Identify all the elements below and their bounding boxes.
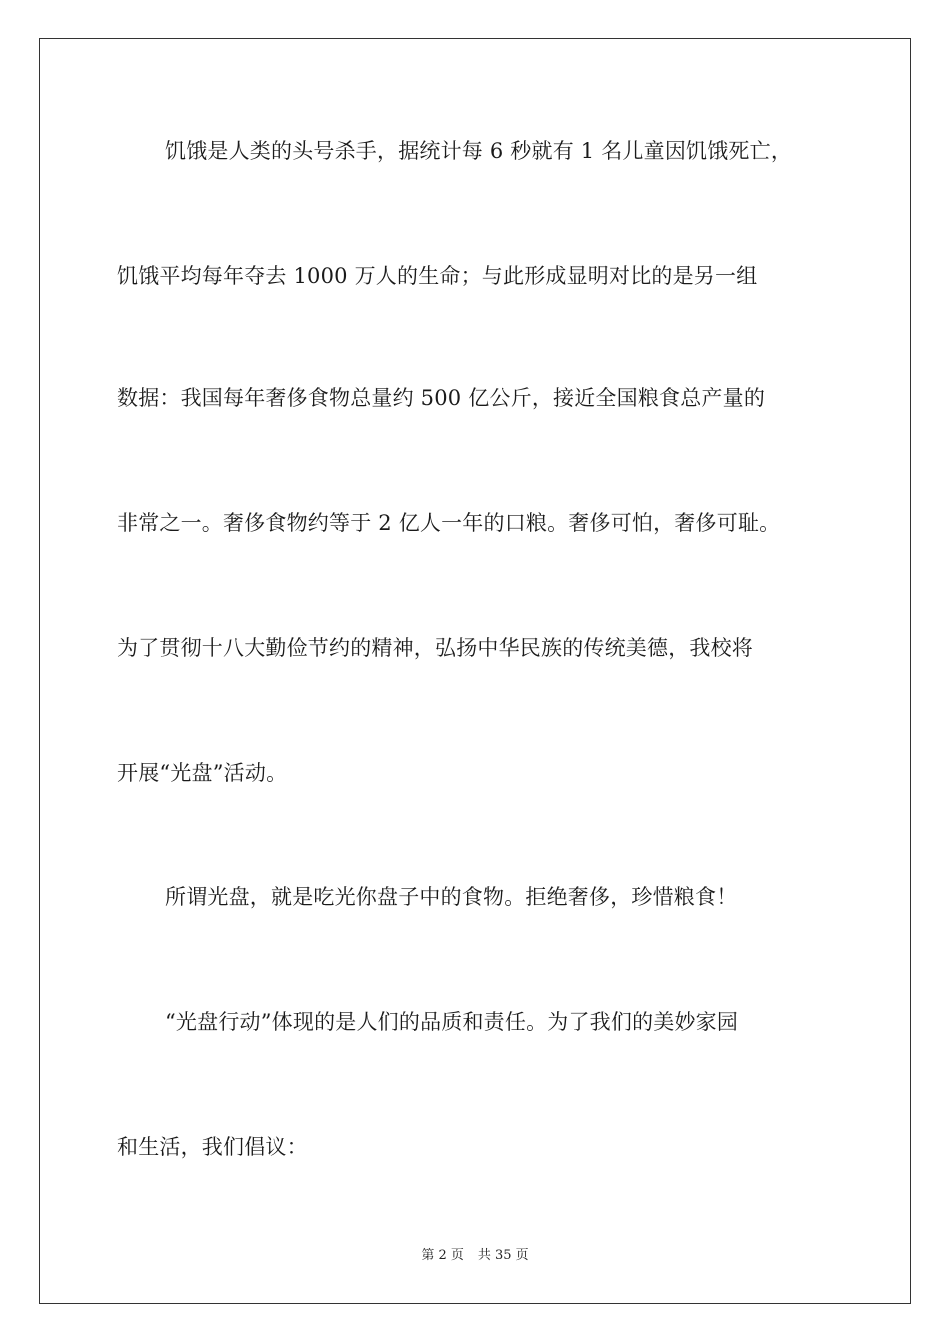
page-border: [39, 38, 911, 1304]
paragraph-line-6: 开展“光盘”活动。: [117, 761, 288, 785]
paragraph-line-2: 饥饿平均每年夺去 1000 万人的生命；与此形成显明对比的是另一组: [117, 264, 758, 288]
page-total: 共 35 页: [477, 1248, 529, 1263]
page-footer: [0, 1247, 950, 1265]
paragraph-line-4: 非常之一。奢侈食物约等于 2 亿人一年的口粮。奢侈可怕，奢侈可耻。: [117, 511, 781, 535]
paragraph-line-9: 和生活，我们倡议：: [117, 1135, 308, 1159]
page-number: 第 2 页: [421, 1248, 464, 1263]
paragraph-line-5: 为了贯彻十八大勤俭节约的精神，弘扬中华民族的传统美德，我校将: [117, 636, 753, 660]
paragraph-line-8: “光盘行动”体现的是人们的品质和责任。为了我们的美妙家园: [165, 1010, 739, 1034]
paragraph-line-7: 所谓光盘，就是吃光你盘子中的食物。拒绝奢侈，珍惜粮食！: [165, 885, 738, 909]
paragraph-line-3: 数据：我国每年奢侈食物总量约 500 亿公斤，接近全国粮食总产量的: [117, 386, 766, 410]
paragraph-line-1: 饥饿是人类的头号杀手，据统计每 6 秒就有 1 名儿童因饥饿死亡，: [165, 139, 793, 163]
